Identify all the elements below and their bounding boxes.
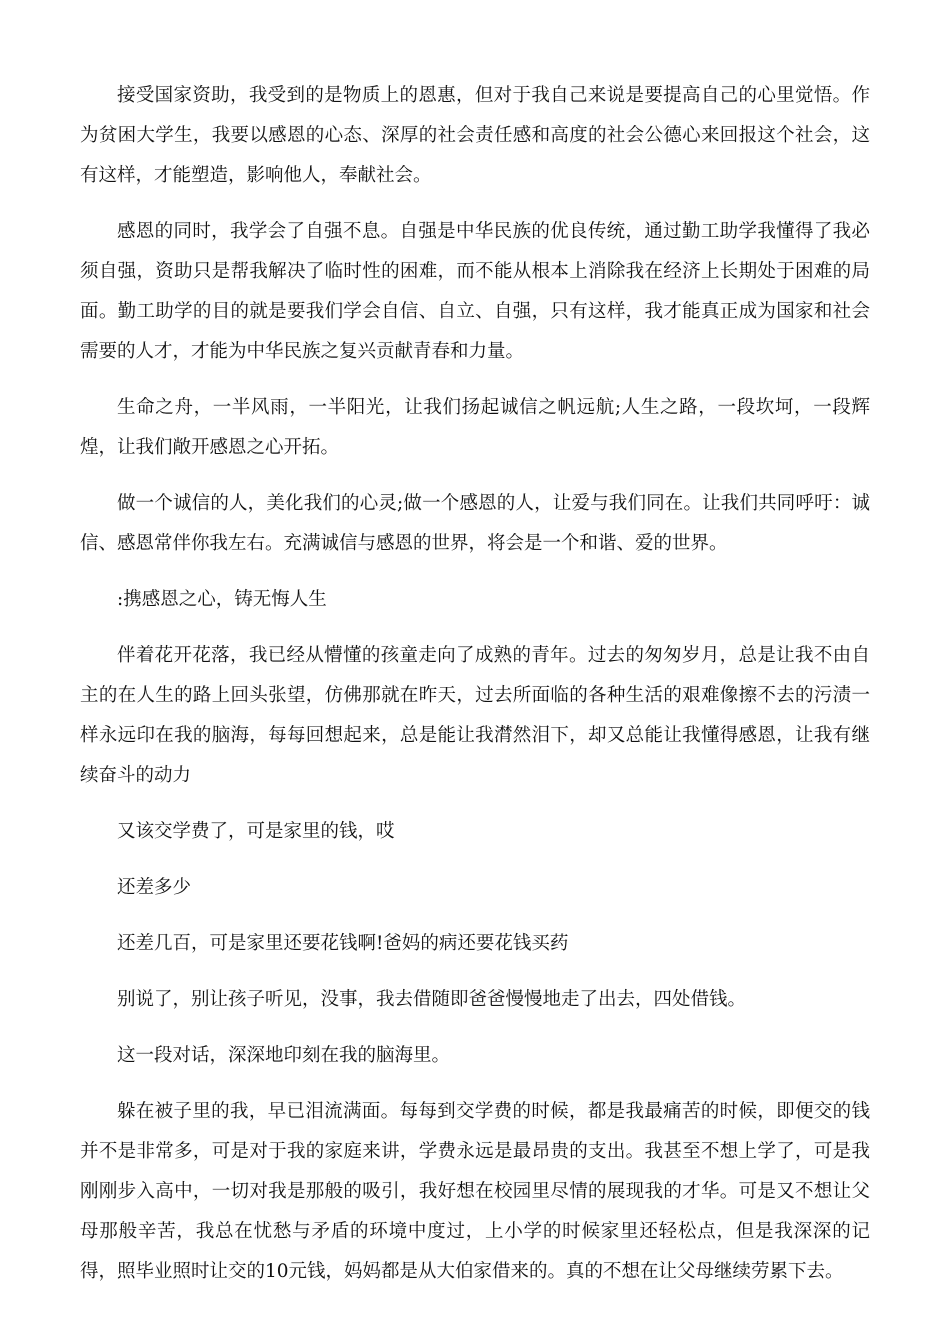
paragraph: 伴着花开花落，我已经从懵懂的孩童走向了成熟的青年。过去的匆匆岁月，总是让我不由自主的在人生的路上回头张望，仿佛那就在昨天，过去所面临的各种生活的艰难像擦不去的污渍一样永远印在我的脑海，每每回想起来，总是能让我潸然泪下，却又总能让我懂得感恩，让我有继续奋斗的动力 bbox=[80, 645, 870, 786]
paragraph: 做一个诚信的人，美化我们的心灵;做一个感恩的人，让爱与我们同在。让我们共同呼吁：诚信、感恩常伴你我左右。充满诚信与感恩的世界，将会是一个和谐、爱的世界。 bbox=[80, 493, 870, 554]
paragraph: 感恩的同时，我学会了自强不息。自强是中华民族的优良传统，通过勤工助学我懂得了我必须自强，资助只是帮我解决了临时性的困难，而不能从根本上消除我在经济上长期处于困难的局面。勤工助学的目的就是要我们学会自信、自立、自强，只有这样，我才能真正成为国家和社会需要的人才，才能为中华民族之复兴贡献青春和力量。 bbox=[80, 221, 870, 362]
dialogue-line: 还差几百，可是家里还要花钱啊!爸妈的病还要花钱买药 bbox=[117, 933, 569, 954]
dialogue-line: 别说了，别让孩子听见，没事，我去借随即爸爸慢慢地走了出去，四处借钱。 bbox=[117, 989, 747, 1010]
dialogue-line: 又该交学费了，可是家里的钱，哎 bbox=[117, 821, 395, 842]
document-body bbox=[80, 76, 870, 1308]
section-heading: :携感恩之心，铸无悔人生 bbox=[117, 589, 327, 610]
paragraph: 接受国家资助，我受到的是物质上的恩惠，但对于我自己来说是要提高自己的心里觉悟。作为贫困大学生，我要以感恩的心态、深厚的社会责任感和高度的社会公德心来回报这个社会，这有这样，才能塑造，影响他人，奉献社会。 bbox=[80, 85, 870, 186]
paragraph: 生命之舟，一半风雨，一半阳光，让我们扬起诚信之帆远航;人生之路，一段坎坷，一段辉煌，让我们敞开感恩之心开拓。 bbox=[80, 397, 870, 458]
paragraph: 躲在被子里的我，早已泪流满面。每每到交学费的时候，都是我最痛苦的时候，即便交的钱并不是非常多，可是对于我的家庭来讲，学费永远是最昂贵的支出。我甚至不想上学了，可是我刚刚步入高中，一切对我是那般的吸引，我好想在校园里尽情的展现我的才华。可是又不想让父母那般辛苦，我总在忧愁与矛盾的环境中度过，上小学的时候家里还轻松点，但是我深深的记得，照毕业照时让交的10元钱，妈妈都是从大伯家借来的。真的不想在让父母继续劳累下去。 bbox=[80, 1101, 870, 1282]
paragraph: 这一段对话，深深地印刻在我的脑海里。 bbox=[117, 1045, 451, 1066]
dialogue-line: 还差多少 bbox=[117, 877, 192, 898]
